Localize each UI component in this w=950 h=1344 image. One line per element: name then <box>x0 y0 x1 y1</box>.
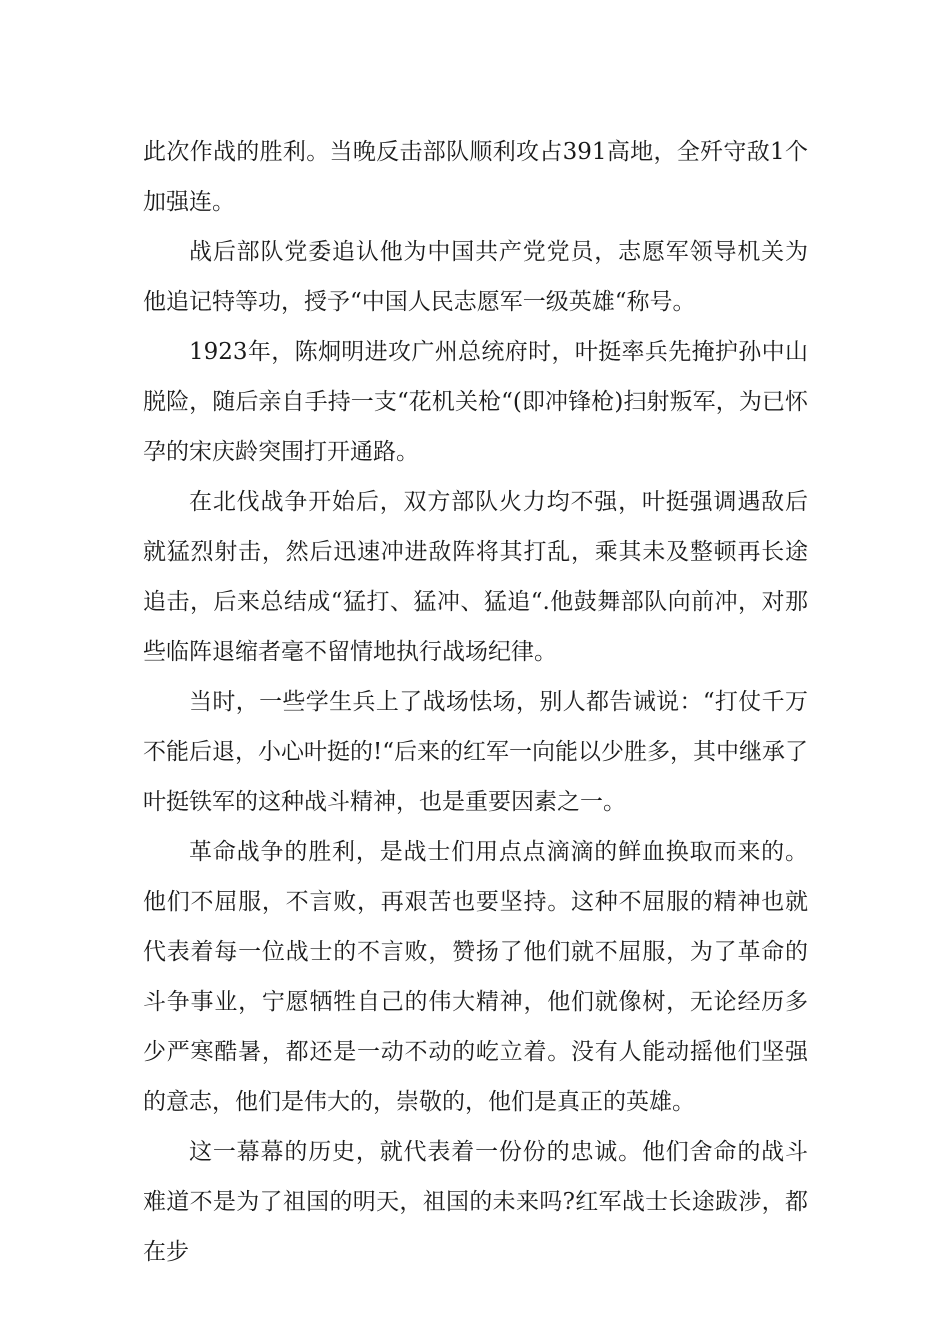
paragraph: 战后部队党委追认他为中国共产党党员，志愿军领导机关为他追记特等功，授予“中国人民志愿军一级英雄“称号。 <box>143 239 808 315</box>
paragraph: 在北伐战争开始后，双方部队火力均不强，叶挺强调遇敌后就猛烈射击，然后迅速冲进敌阵将其打乱，乘其未及整顿再长途追击，后来总结成“猛打、猛冲、猛追“.他鼓舞部队向前冲，对那些临阵退缩者毫不留情地执行战场纪律。 <box>143 489 808 665</box>
paragraph: 革命战争的胜利，是战士们用点点滴滴的鲜血换取而来的。他们不屈服，不言败，再艰苦也要坚持。这种不屈服的精神也就代表着每一位战士的不言败，赞扬了他们就不屈服，为了革命的斗争事业，宁愿牺牲自己的伟大精神，他们就像树，无论经历多少严寒酷暑，都还是一动不动的屹立着。没有人能动摇他们坚强的意志，他们是伟大的，崇敬的，他们是真正的英雄。 <box>143 839 808 1115</box>
paragraph-continuation: 此次作战的胜利。当晚反击部队顺利攻占391高地，全歼守敌1个加强连。 <box>143 139 808 215</box>
body-text <box>143 127 808 1277</box>
paragraph: 当时，一些学生兵上了战场怯场，别人都告诫说：“打仗千万不能后退，小心叶挺的!“后来的红军一向能以少胜多，其中继承了叶挺铁军的这种战斗精神，也是重要因素之一。 <box>143 689 809 815</box>
paragraph: 这一幕幕的历史，就代表着一份份的忠诚。他们舍命的战斗难道不是为了祖国的明天，祖国的未来吗?红军战士长途跋涉，都在步 <box>143 1139 808 1265</box>
paragraph: 1923年，陈炯明进攻广州总统府时，叶挺率兵先掩护孙中山脱险，随后亲自手持一支“花机关枪“(即冲锋枪)扫射叛军，为已怀孕的宋庆龄突围打开通路。 <box>143 339 808 465</box>
